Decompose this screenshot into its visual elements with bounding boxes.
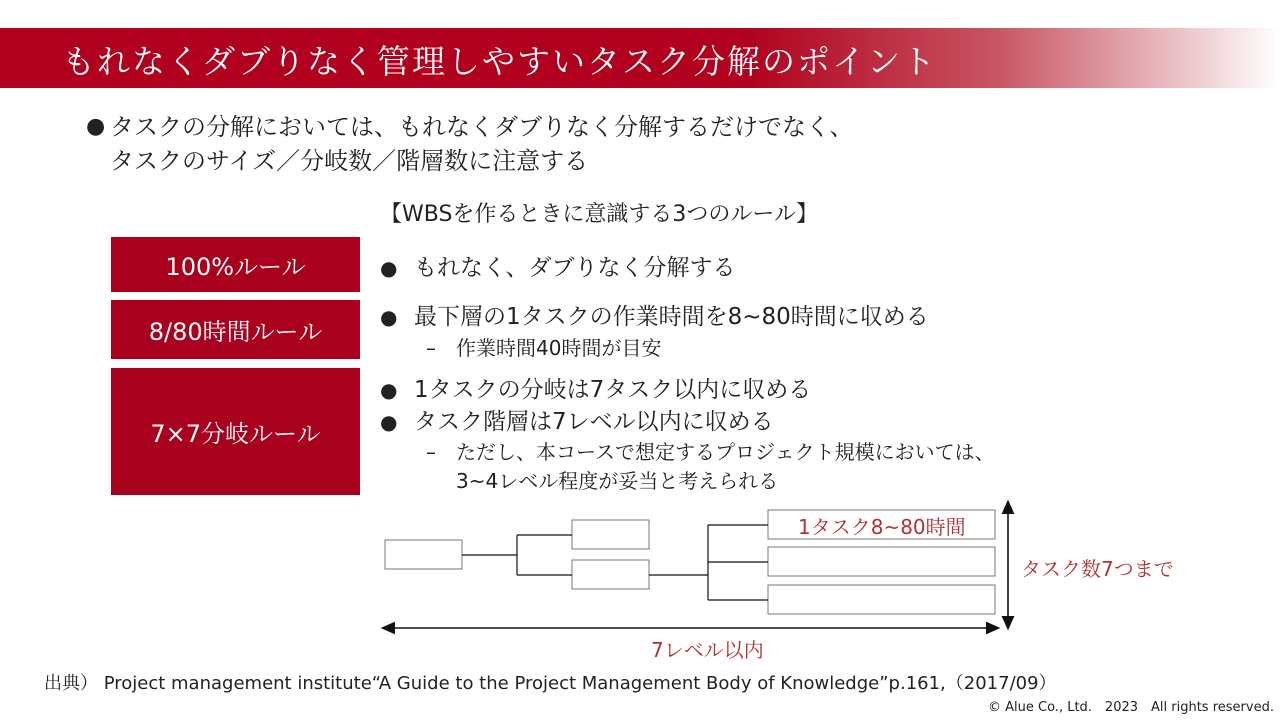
tree-node-level-2-a	[572, 520, 649, 549]
rules-subtitle: 【WBSを作るときに意識する3つのルール】	[380, 202, 818, 227]
rule-box-7x7-branch: 7×7分岐ルール	[111, 368, 360, 495]
tree-node-level-1	[385, 540, 462, 569]
bullet-icon: ●	[86, 114, 106, 139]
rule-1-bullet-1: ● もれなく、ダブりなく分解する	[380, 255, 736, 281]
citation: 出典） Project management institute“A Guide to the Project Management Body of Knowledge”p.161,（2017/09）	[44, 673, 1057, 694]
tree-node-level-2-b	[572, 560, 649, 589]
dash-icon: –	[426, 336, 436, 360]
rule-3-sub-1: – ただし、本コースで想定するプロジェクト規模においては、	[426, 440, 995, 464]
task-count-label: タスク数7つまで	[1021, 557, 1174, 581]
bullet-icon: ●	[380, 305, 398, 329]
slide-title: もれなくダブりなく管理しやすいタスク分解のポイント	[62, 42, 937, 81]
rule-3-bullet-1: ● 1タスクの分岐は7タスク以内に収める	[380, 377, 812, 403]
rule-box-8-80-hours: 8/80時間ルール	[111, 300, 360, 359]
intro-text	[86, 110, 854, 178]
bullet-icon: ●	[380, 410, 398, 434]
rule-box-100-percent: 100%ルール	[111, 237, 360, 292]
title-bar	[0, 28, 1280, 88]
intro-line-2: タスクのサイズ／分岐数／階層数に注意する	[110, 147, 589, 175]
bullet-icon: ●	[380, 256, 398, 280]
rule-2-sub-1: – 作業時間40時間が目安	[426, 336, 662, 360]
intro-line-1: タスクの分解においては、もれなくダブりなく分解するだけでなく、	[110, 113, 854, 141]
rule-3-sub-2: 3~4レベル程度が妥当と考えられる	[456, 469, 779, 493]
copyright: © Alue Co., Ltd. 2023 All rights reserved.	[988, 700, 1274, 715]
bullet-icon: ●	[380, 378, 398, 402]
rule-2-bullet-1: ● 最下層の1タスクの作業時間を8~80時間に収める	[380, 304, 929, 330]
dash-icon: –	[426, 440, 436, 464]
level-limit-label: 7レベル以内	[651, 638, 764, 662]
task-size-label: 1タスク8~80時間	[798, 515, 966, 539]
rule-3-bullet-2: ● タスク階層は7レベル以内に収める	[380, 409, 774, 435]
tree-node-level-3-c	[768, 585, 995, 614]
tree-node-level-3-b	[768, 547, 995, 576]
